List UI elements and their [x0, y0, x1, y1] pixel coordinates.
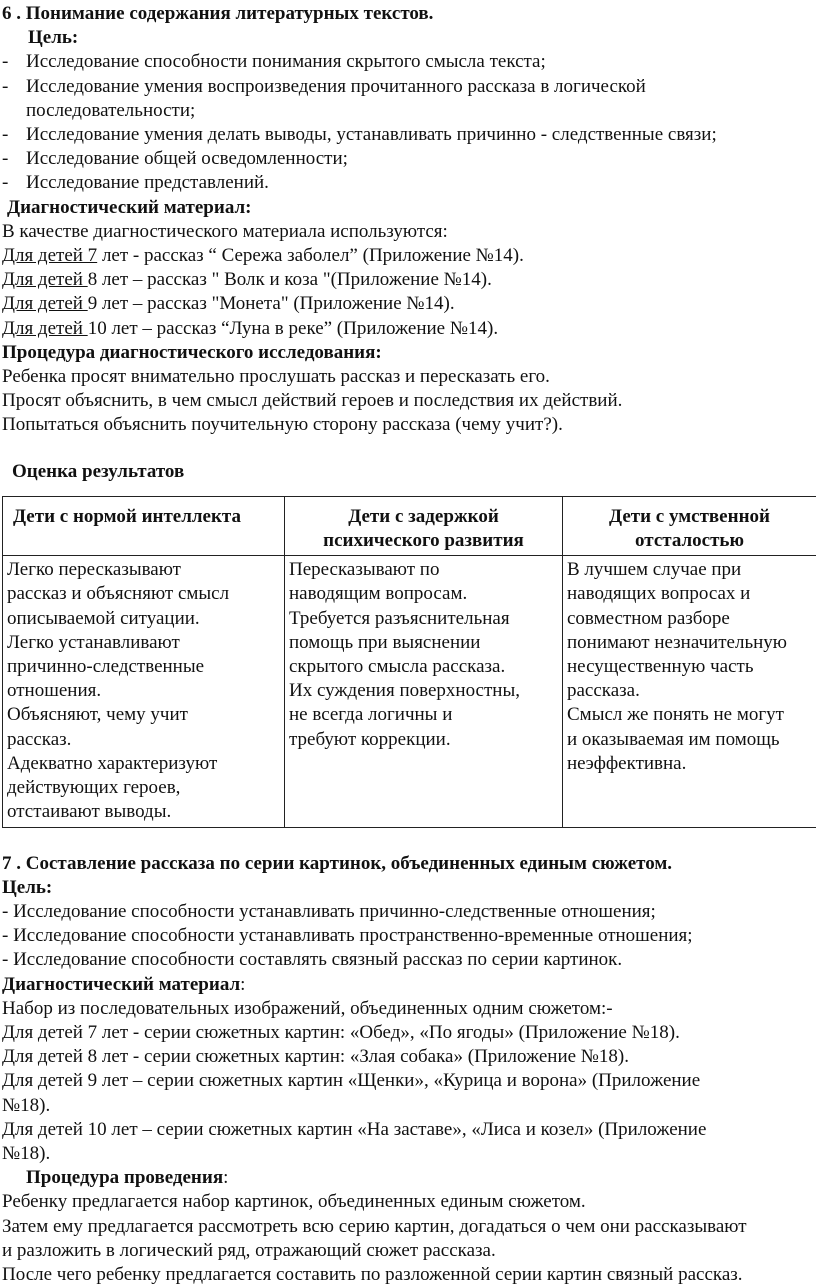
section7-material-intro: Набор из последовательных изображений, объединенных одним сюжетом:-: [2, 997, 814, 1021]
section6-procedure-heading: Процедура диагностического исследования:: [2, 341, 814, 365]
section6-material-heading: Диагностический материал:: [2, 196, 814, 220]
spacer: [2, 438, 814, 460]
section7-material-item: №18).: [2, 1094, 814, 1118]
section7-material-item: Для детей 9 лет – серии сюжетных картин «Щенки», «Курица и ворона» (Приложение: [2, 1069, 814, 1093]
cell-normal-intellect: Легко пересказывают рассказ и объясняют смысл описываемой ситуации. Легко устанавливают причинно-следственные отношения. Объясняют, чему учит рассказ. Адекватно характеризуют действующих героев, отстаивают выводы.: [3, 556, 285, 827]
results-table-row: [3, 556, 816, 827]
spacer: [2, 828, 814, 852]
section6-material-item: Для детей 10 лет – рассказ “Луна в реке” (Приложение №14).: [2, 317, 814, 341]
header-intellectual-disability: Дети с умственной отсталостью: [563, 496, 816, 555]
section6-goal-heading: Цель:: [2, 26, 814, 50]
section7-goal-item: - Исследование способности составлять связный рассказ по серии картинок.: [2, 948, 814, 972]
section7-title: 7 . Составление рассказа по серии картинок, объединенных единым сюжетом.: [2, 852, 814, 876]
section7-goal-item: - Исследование способности устанавливать пространственно-временные отношения;: [2, 924, 814, 948]
section6-material-item: Для детей 8 лет – рассказ " Волк и коза "(Приложение №14).: [2, 268, 814, 292]
document-page: [2, 2, 814, 1287]
cell-intellectual-disability: В лучшем случае при наводящих вопросах и совместном разборе понимают незначительную несущественную часть рассказа. Смысл же понять не могут и оказываемая им помощь неэффективна.: [563, 556, 816, 827]
section7-material-item: Для детей 8 лет - серии сюжетных картин: «Злая собака» (Приложение №18).: [2, 1045, 814, 1069]
section6-goal-item: - Исследование умения делать выводы, устанавливать причинно - следственные связи;: [2, 123, 814, 147]
section6-title: 6 . Понимание содержания литературных текстов.: [2, 2, 814, 26]
cell-delayed-development: Пересказывают по наводящим вопросам. Требуется разъяснительная помощь при выяснении скрытого смысла рассказа. Их суждения поверхностны, не всегда логичны и требуют коррекции.: [285, 556, 563, 827]
section7-material-item: №18).: [2, 1142, 814, 1166]
section7-procedure-line: После чего ребенку предлагается составить по разложенной серии картин связный рассказ.: [2, 1263, 814, 1287]
results-heading: Оценка результатов: [2, 460, 814, 484]
section6-material-item: Для детей 7 лет - рассказ “ Сережа заболел” (Приложение №14).: [2, 244, 814, 268]
section7-procedure-heading-line: Процедура проведения:: [2, 1166, 814, 1190]
section7-material-heading-line: Диагностический материал:: [2, 973, 814, 997]
section6-goal-item: - Исследование общей осведомленности;: [2, 147, 814, 171]
header-delayed-development: Дети с задержкой психического развития: [285, 496, 563, 555]
section7-procedure-line: Ребенку предлагается набор картинок, объединенных единым сюжетом.: [2, 1190, 814, 1214]
results-table-header-row: [3, 496, 816, 555]
section7-material-item: Для детей 10 лет – серии сюжетных картин «На заставе», «Лиса и козел» (Приложение: [2, 1118, 814, 1142]
section7-procedure-line: Затем ему предлагается рассмотреть всю серию картин, догадаться о чем они рассказывают: [2, 1215, 814, 1239]
header-normal-intellect: Дети с нормой интеллекта: [3, 496, 285, 555]
section6-procedure-line: Ребенка просят внимательно прослушать рассказ и пересказать его.: [2, 365, 814, 389]
results-table: [2, 496, 816, 828]
section7-procedure-line: и разложить в логический ряд, отражающий сюжет рассказа.: [2, 1239, 814, 1263]
section6-goal-continuation: последовательности;: [2, 99, 814, 123]
section7-goal-item: - Исследование способности устанавливать причинно-следственные отношения;: [2, 900, 814, 924]
section6-goal-item: - Исследование способности понимания скрытого смысла текста;: [2, 50, 814, 74]
section6-procedure-line: Просят объяснить, в чем смысл действий героев и последствия их действий.: [2, 389, 814, 413]
section7-material-item: Для детей 7 лет - серии сюжетных картин: «Обед», «По ягоды» (Приложение №18).: [2, 1021, 814, 1045]
section6-procedure-line: Попытаться объяснить поучительную сторону рассказа (чему учит?).: [2, 413, 814, 437]
section6-goal-item: - Исследование умения воспроизведения прочитанного рассказа в логической: [2, 75, 814, 99]
section6-material-item: Для детей 9 лет – рассказ "Монета" (Приложение №14).: [2, 292, 814, 316]
section6-material-intro: В качестве диагностического материала используются:: [2, 220, 814, 244]
section6-goal-item: - Исследование представлений.: [2, 171, 814, 195]
section7-goal-heading: Цель:: [2, 876, 814, 900]
